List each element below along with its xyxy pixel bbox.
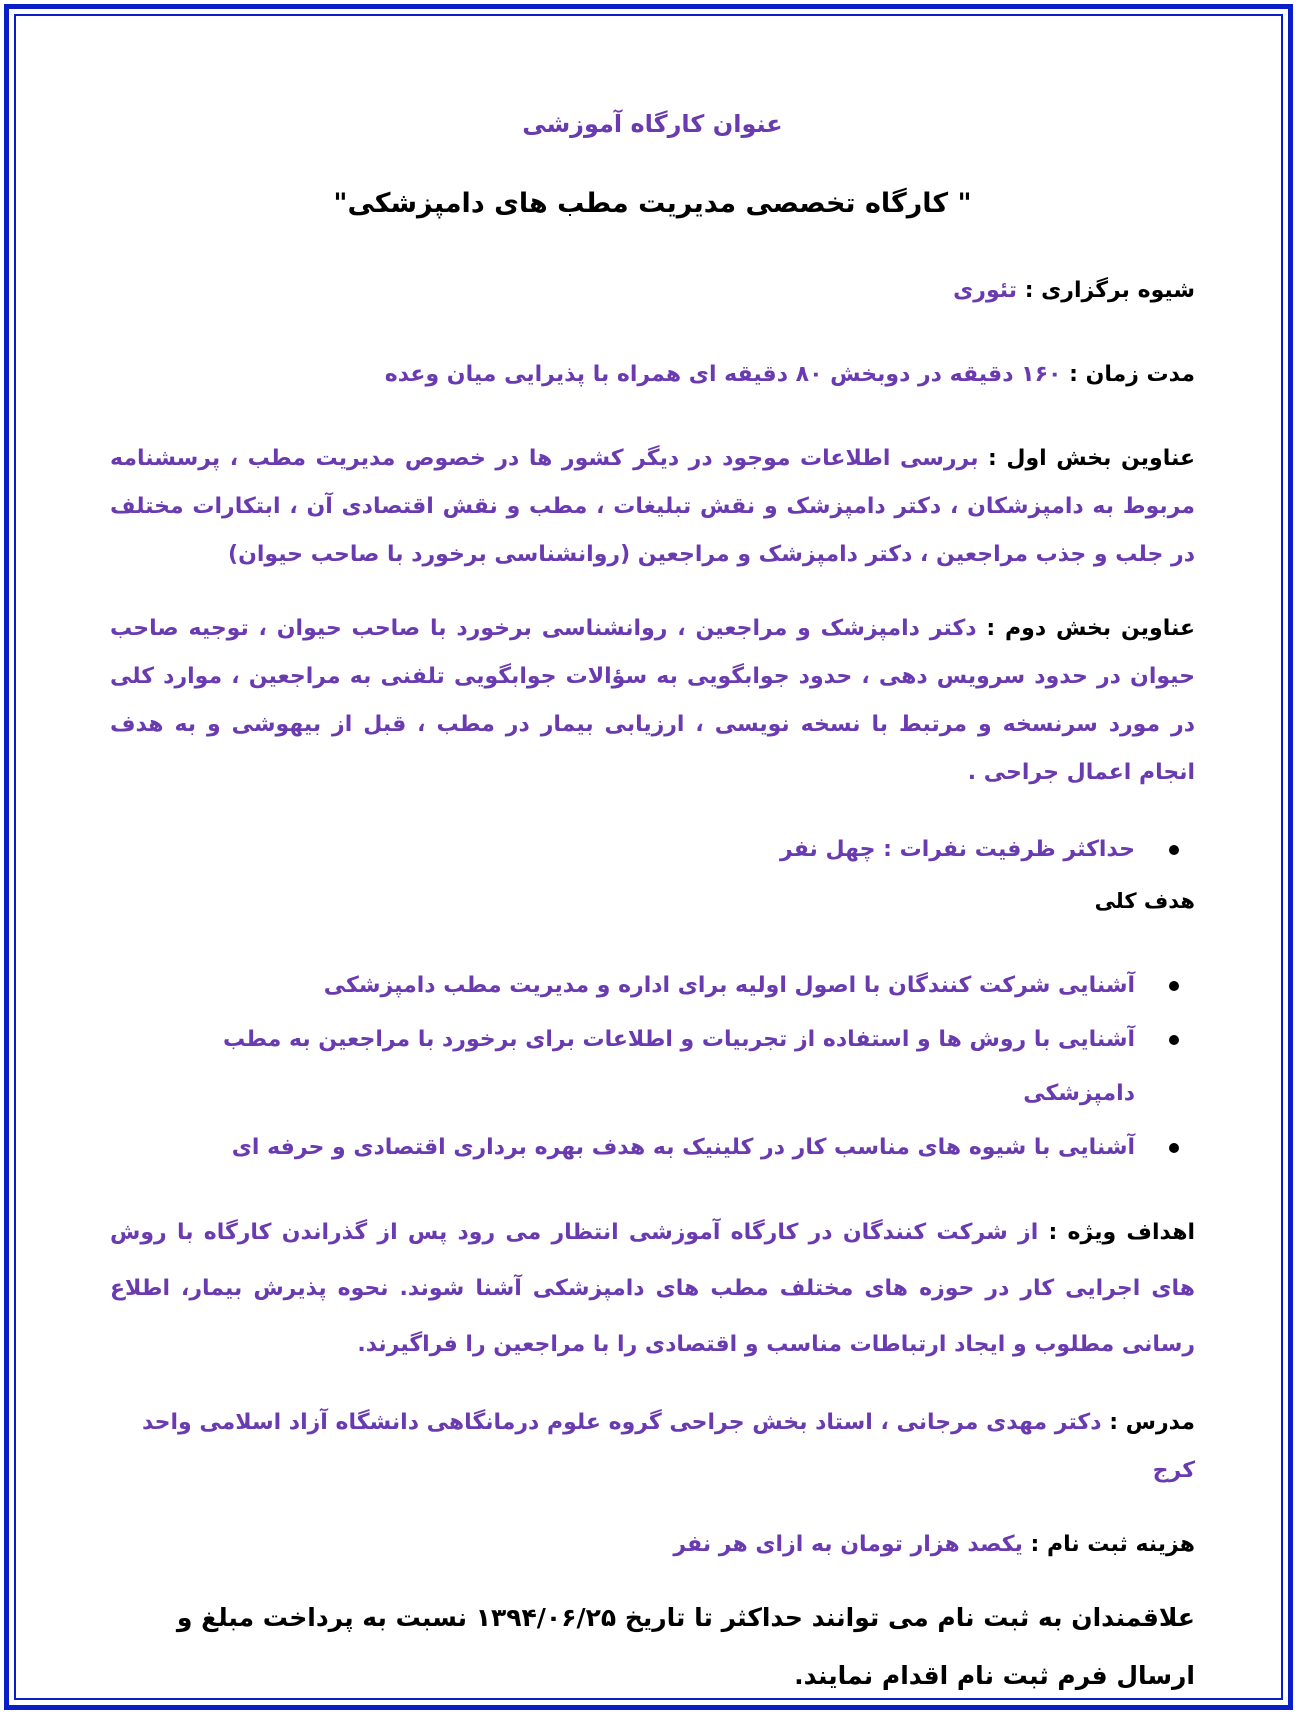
section1-paragraph	[110, 435, 1195, 579]
goal-item: آشنایی شرکت کنندگان با اصول اولیه برای اداره و مدیریت مطب دامپزشکی	[110, 959, 1135, 1013]
specific-goals-text: از شرکت کنندگان در کارگاه آموزشی انتظار می رود پس از گذراندن کارگاه با روش های اجرایی کار در حوزه های مختلف مطب های دامپزشکی آشنا شوند. نحوه پذیرش بیمار، اطلاع رسانی مطلوب و ایجاد ارتباطات مناسب و اقتصادی را با مراجعین را فراگیرند.	[110, 1220, 1195, 1357]
workshop-title-label: عنوان کارگاه آموزشی	[522, 110, 783, 138]
section1-text: بررسی اطلاعات موجود در دیگر کشور ها در خصوص مدیریت مطب ، پرسشنامه مربوط به دامپزشکان ، دکتر دامپزشک و نقش تبلیغات ، مطب و نقش اقتصادی آن ، ابتکارات مختلف در جلب و جذب مراجعین ، دکتر دامپزشک و مراجعین (روانشناسی برخورد با صاحب حیوان)	[110, 446, 1195, 567]
method-value: تئوری	[953, 278, 1018, 303]
duration-label: مدت زمان :	[1069, 362, 1195, 387]
goals-list	[110, 959, 1195, 1175]
document-body	[110, 110, 1195, 1705]
section2-text: دکتر دامپزشک و مراجعین ، روانشناسی برخورد با صاحب حیوان ، توجیه صاحب حیوان در حدود سرویس دهی ، حدود جوابگویی به سؤالات جوابگویی تلفنی به مراجعین ، موارد کلی در مورد سرنسخه و مرتبط با نسخه نویسی ، ارزیابی بیمار در مطب ، قبل از بیهوشی و به هدف انجام اعمال جراحی .	[110, 616, 1195, 785]
fee-line	[110, 1521, 1195, 1569]
instructor-label: مدرس :	[1109, 1410, 1195, 1435]
goal-heading: هدف کلی	[1094, 889, 1195, 913]
duration-value: ۱۶۰ دقیقه در دوبخش ۸۰ دقیقه ای همراه با پذیرایی میان وعده	[384, 362, 1062, 387]
registration-note: علاقمندان به ثبت نام می توانند حداکثر تا تاریخ ۱۳۹۴/۰۶/۲۵ نسبت به پرداخت مبلغ و ارسال فرم ثبت نام اقدام نمایند.	[176, 1603, 1195, 1690]
section2-label: عناوین بخش دوم :	[986, 616, 1195, 641]
workshop-title: " کارگاه تخصصی مدیریت مطب های دامپزشکی"	[333, 188, 972, 219]
capacity-list	[110, 823, 1195, 877]
fee-label: هزینه ثبت نام :	[1030, 1532, 1195, 1557]
goal-item: آشنایی با روش ها و استفاده از تجربیات و اطلاعات برای برخورد با مراجعین به مطب دامپزشکی	[110, 1013, 1135, 1121]
instructor-line	[110, 1399, 1195, 1495]
method-label: شیوه برگزاری :	[1024, 278, 1195, 303]
duration-line	[110, 351, 1195, 399]
section2-paragraph	[110, 605, 1195, 797]
fee-value: یکصد هزار تومان به ازای هر نفر	[673, 1532, 1023, 1557]
section1-label: عناوین بخش اول :	[988, 446, 1195, 471]
specific-goals-paragraph	[110, 1205, 1195, 1373]
capacity-item: حداکثر ظرفیت نفرات : چهل نفر	[110, 823, 1135, 877]
method-line	[110, 267, 1195, 315]
instructor-value: دکتر مهدی مرجانی ، استاد بخش جراحی گروه علوم درمانگاهی دانشگاه آزاد اسلامی واحد کرج	[141, 1410, 1195, 1483]
goal-item: آشنایی با شیوه های مناسب کار در کلینیک به هدف بهره برداری اقتصادی و حرفه ای	[110, 1121, 1135, 1175]
specific-goals-label: اهداف ویژه :	[1048, 1220, 1195, 1245]
